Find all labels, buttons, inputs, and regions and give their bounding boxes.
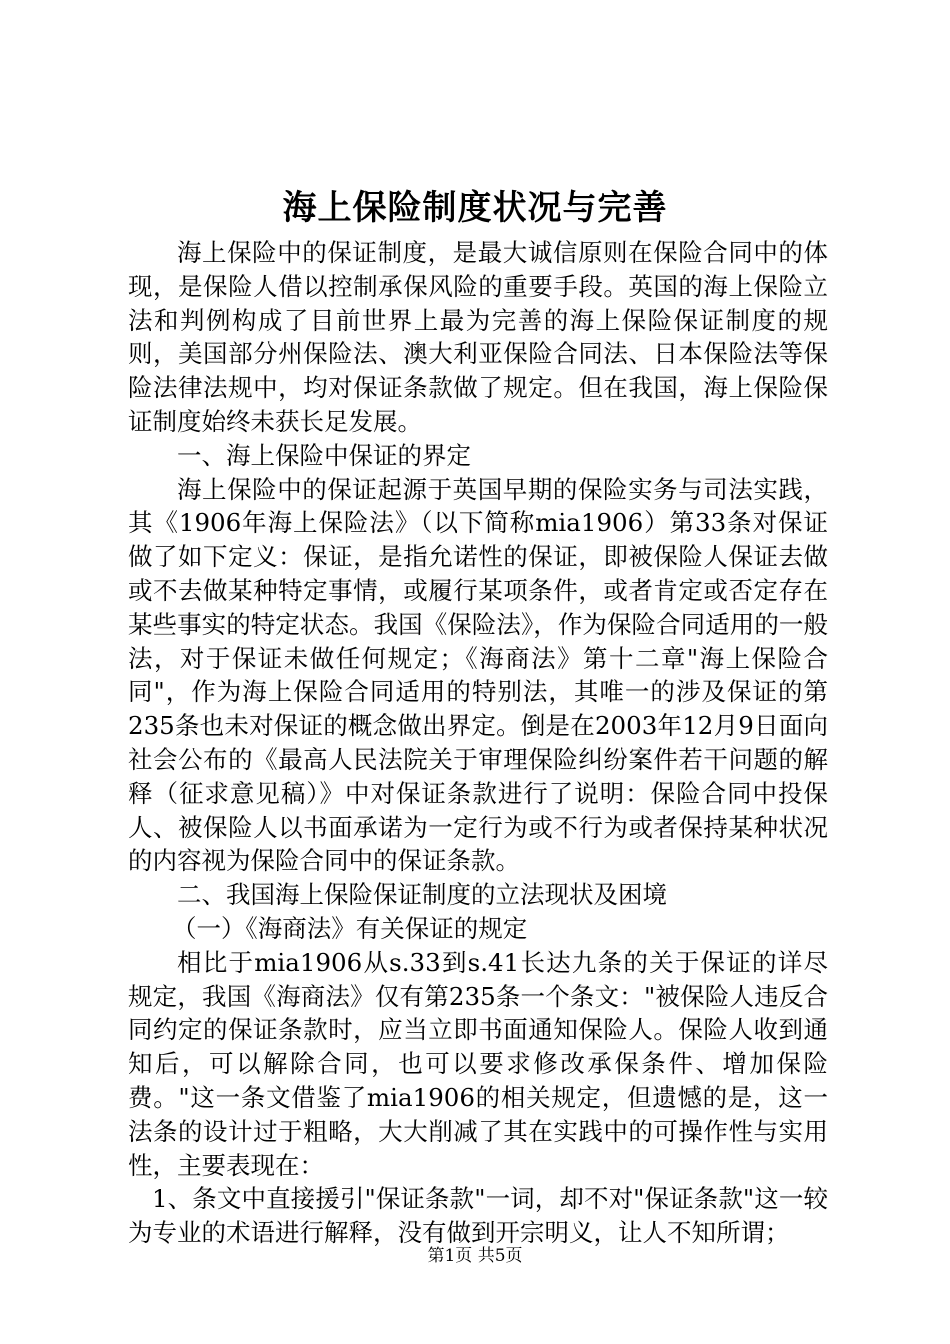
paragraph-intro: 海上保险中的保证制度，是最大诚信原则在保险合同中的体现，是保险人借以控制承保风险的重要手段。英国的海上保险立法和判例构成了目前世界上最为完善的海上保险保证制度的规则，美国部分州保险法、澳大利亚保险合同法、日本保险法等保险法律法规中，均对保证条款做了规定。但在我国，海上保险保证制度始终未获长足发展。	[128, 238, 828, 436]
paragraph-comparison: 相比于mia1906从s.33到s.41长达九条的关于保证的详尽规定，我国《海商法》仅有第235条一个条文："被保险人违反合同约定的保证条款时，应当立即书面通知保险人。保险人收到通知后，可以解除合同，也可以要求修改承保条件、增加保险费。"这一条文借鉴了mia1906的相关规定，但遗憾的是，这一法条的设计过于粗略，大大削减了其在实践中的可操作性与实用性，主要表现在：	[128, 947, 828, 1180]
subsection-heading-1: （一）《海商法》有关保证的规定	[172, 913, 528, 943]
section-heading-1: 一、海上保险中保证的界定	[177, 440, 471, 470]
page-footer: 第1页 共5页	[427, 1246, 523, 1266]
paragraph-definition: 海上保险中的保证起源于英国早期的保险实务与司法实践，其《1906年海上保险法》（以下简称mia1906）第33条对保证做了如下定义：保证，是指允诺性的保证，即被保险人保证去做或不去做某种特定事情，或履行某项条件，或者肯定或否定存在某些事实的特定状态。我国《保险法》，作为保险合同适用的一般法，对于保证未做任何规定；《海商法》第十二章"海上保险合同"，作为海上保险合同适用的特别法，其唯一的涉及保证的第235条也未对保证的概念做出界定。倒是在2003年12月9日面向社会公布的《最高人民法院关于审理保险纠纷案件若干问题的解释（征求意见稿）》中对保证条款进行了说明：保险合同中投保人、被保险人以书面承诺为一定行为或不行为或者保持某种状况的内容视为保险合同中的保证条款。	[128, 474, 828, 876]
list-item-1: 1、条文中直接援引"保证条款"一词，却不对"保证条款"这一较为专业的术语进行解释，没有做到开宗明义，让人不知所谓；	[128, 1184, 828, 1248]
document-title: 海上保险制度状况与完善	[282, 188, 668, 228]
document-body	[128, 236, 828, 1250]
section-heading-2: 二、我国海上保险保证制度的立法现状及困境	[177, 880, 667, 910]
